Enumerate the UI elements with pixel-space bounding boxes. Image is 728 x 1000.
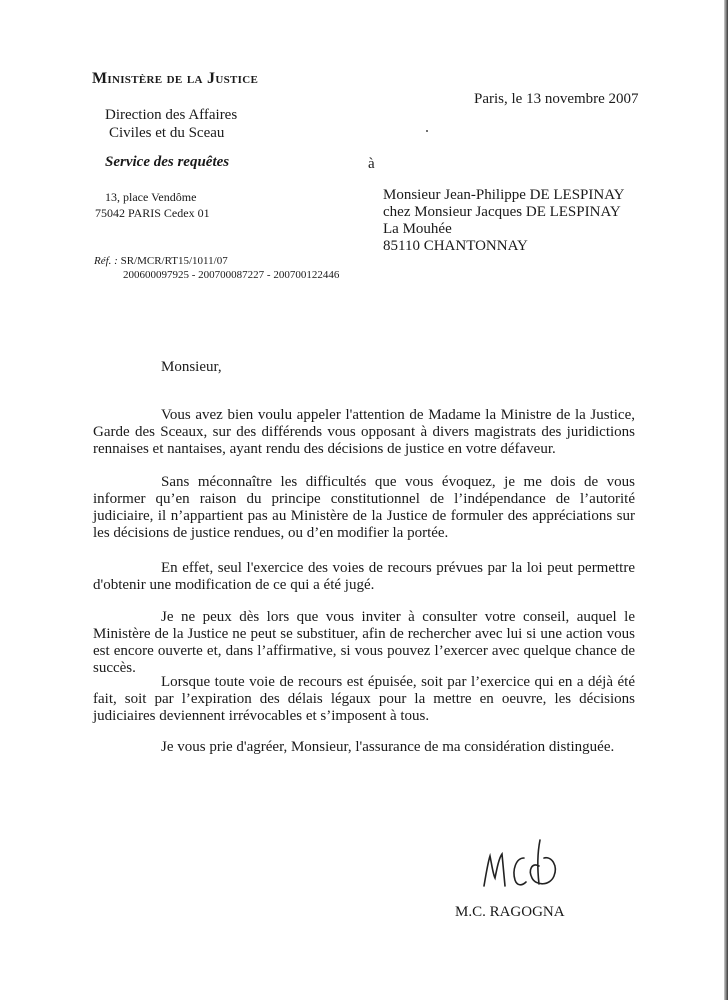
reference-line-2: 200600097925 - 200700087227 - 200700122446 — [123, 269, 340, 281]
recipient-marker: à — [368, 156, 375, 172]
paragraph-2: Sans méconnaître les difficultés que vous évoquez, je me dois de vous informer qu’en raison du principe constitutionnel de l’indépendance de l’autorité judiciaire, il n’appartient pas au Ministère de la Justice de formuler des appréciations sur les décisions de justice rendues, ou d’en modifier la portée. — [93, 474, 635, 541]
direction-line-2: Civiles et du Sceau — [109, 125, 225, 141]
handwritten-signature — [478, 836, 568, 896]
scan-speck — [426, 130, 428, 132]
direction-line-1: Direction des Affaires — [105, 107, 238, 123]
signer-name: M.C. RAGOGNA — [455, 904, 565, 920]
address-line-1: 13, place Vendôme — [105, 190, 197, 204]
direction-block — [105, 106, 237, 142]
address-line-2: 75042 PARIS Cedex 01 — [95, 206, 210, 220]
paragraph-5: Lorsque toute voie de recours est épuisée, soit par l’exercice qui en a déjà été fait, soit par l’expiration des délais légaux pour la mettre en oeuvre, les décisions judiciaires deviennent irrévocables et s’imposent à tous. — [93, 674, 635, 724]
salutation: Monsieur, — [161, 359, 222, 375]
sender-address — [95, 189, 210, 221]
paragraph-3: En effet, seul l'exercice des voies de recours prévues par la loi peut permettre d'obtenir une modification de ce qui a été jugé. — [93, 560, 635, 593]
reference-block — [94, 254, 339, 282]
recipient-line-2: chez Monsieur Jacques DE LESPINAY — [383, 204, 621, 220]
recipient-line-1: Monsieur Jean-Philippe DE LESPINAY — [383, 187, 625, 203]
recipient-line-4: 85110 CHANTONNAY — [383, 238, 528, 254]
service-name: Service des requêtes — [105, 154, 230, 170]
recipient-line-3: La Mouhée — [383, 221, 452, 237]
paragraph-4: Je ne peux dès lors que vous inviter à consulter votre conseil, auquel le Ministère de la Justice ne peut se substituer, afin de rechercher avec lui si une action vous est encore ouverte et, dans l’affirmative, si vous pouvez l’exercer avec quelque chance de succès. — [93, 609, 635, 676]
letter-date: Paris, le 13 novembre 2007 — [474, 91, 639, 107]
paragraph-6: Je vous prie d'agréer, Monsieur, l'assurance de ma considération distinguée. — [161, 739, 615, 755]
paragraph-1: Vous avez bien voulu appeler l'attention de Madame la Ministre de la Justice, Garde des Sceaux, sur des différends vous opposant à divers magistrats des juridictions rennaises et nantaises, ayant rendu des décisions de justice en votre défaveur. — [93, 407, 635, 457]
reference-label: Réf. : — [94, 255, 118, 267]
ministry-name: Ministère de la Justice — [92, 70, 259, 87]
recipient-address — [383, 187, 625, 255]
scan-edge — [724, 0, 728, 1000]
reference-line-1: SR/MCR/RT15/1011/07 — [120, 255, 228, 267]
